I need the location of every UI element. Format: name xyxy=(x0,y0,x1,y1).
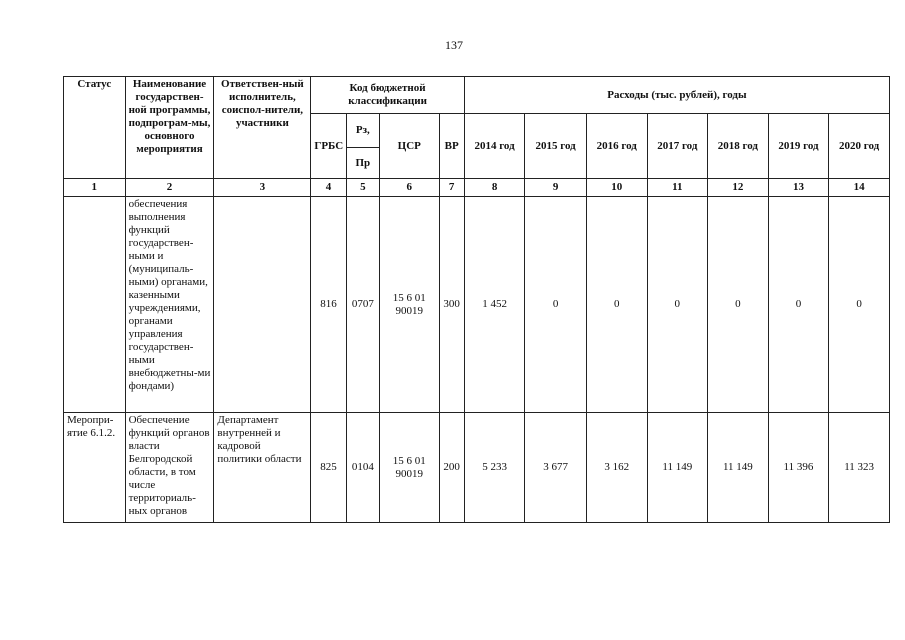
header-year-2019: 2019 год xyxy=(768,114,829,179)
column-number: 6 xyxy=(379,179,439,197)
header-year-2014: 2014 год xyxy=(464,114,525,179)
row-value-2017: 11 149 xyxy=(647,413,708,523)
header-name: Наименование государствен-ной программы, подпрограм-мы, основного мероприятия xyxy=(125,77,214,179)
column-number: 13 xyxy=(768,179,829,197)
row-value-2019: 11 396 xyxy=(768,413,829,523)
budget-table xyxy=(63,76,890,523)
row-grbs: 825 xyxy=(311,413,346,523)
row-value-2014: 5 233 xyxy=(464,413,525,523)
row-csr: 15 6 01 90019 xyxy=(379,197,439,413)
row-value-2018: 0 xyxy=(708,197,769,413)
column-number: 14 xyxy=(829,179,890,197)
header-executor: Ответствен-ный исполнитель, соиспол-нители, участники xyxy=(214,77,311,179)
table-row xyxy=(64,413,890,523)
column-number: 4 xyxy=(311,179,346,197)
header-grbs: ГРБС xyxy=(311,114,346,179)
row-value-2017: 0 xyxy=(647,197,708,413)
header-expenses: Расходы (тыс. рублей), годы xyxy=(464,77,889,114)
header-rz: Рз, xyxy=(346,114,379,148)
row-status: Меропри-ятие 6.1.2. xyxy=(64,413,126,523)
row-vr: 300 xyxy=(439,197,464,413)
column-number: 2 xyxy=(125,179,214,197)
header-year-2018: 2018 год xyxy=(708,114,769,179)
row-value-2015: 3 677 xyxy=(525,413,587,523)
row-value-2020: 0 xyxy=(829,197,890,413)
row-value-2016: 3 162 xyxy=(586,413,647,523)
header-row-top xyxy=(64,77,890,114)
column-number-row xyxy=(64,179,890,197)
row-rzpr: 0104 xyxy=(346,413,379,523)
column-number: 12 xyxy=(708,179,769,197)
column-number: 11 xyxy=(647,179,708,197)
row-rzpr: 0707 xyxy=(346,197,379,413)
row-vr: 200 xyxy=(439,413,464,523)
column-number: 8 xyxy=(464,179,525,197)
header-pr: Пр xyxy=(346,148,379,179)
row-value-2019: 0 xyxy=(768,197,829,413)
row-status xyxy=(64,197,126,413)
page-number: 137 xyxy=(445,38,463,52)
header-csr: ЦСР xyxy=(379,114,439,179)
row-executor: Департамент внутренней и кадровой политики области xyxy=(214,413,311,523)
header-vr: ВР xyxy=(439,114,464,179)
row-name: обеспечения выполнения функций государствен-ными и (муниципаль-ными) органами, казенными учреждениями, органами управления государствен-ными внебюджетны-ми фондами) xyxy=(125,197,214,413)
table-row xyxy=(64,197,890,413)
column-number: 3 xyxy=(214,179,311,197)
row-csr: 15 6 01 90019 xyxy=(379,413,439,523)
row-value-2018: 11 149 xyxy=(708,413,769,523)
row-grbs: 816 xyxy=(311,197,346,413)
row-value-2020: 11 323 xyxy=(829,413,890,523)
header-year-2020: 2020 год xyxy=(829,114,890,179)
column-number: 1 xyxy=(64,179,126,197)
header-budget-code: Код бюджетной классификации xyxy=(311,77,464,114)
header-year-2016: 2016 год xyxy=(586,114,647,179)
column-number: 7 xyxy=(439,179,464,197)
column-number: 9 xyxy=(525,179,587,197)
row-value-2016: 0 xyxy=(586,197,647,413)
row-name: Обеспечение функций органов власти Белгородской области, в том числе территориаль-ных органов xyxy=(125,413,214,523)
header-status: Статус xyxy=(64,77,126,179)
column-number: 5 xyxy=(346,179,379,197)
header-year-2015: 2015 год xyxy=(525,114,587,179)
row-value-2014: 1 452 xyxy=(464,197,525,413)
row-value-2015: 0 xyxy=(525,197,587,413)
column-number: 10 xyxy=(586,179,647,197)
header-year-2017: 2017 год xyxy=(647,114,708,179)
row-executor xyxy=(214,197,311,413)
